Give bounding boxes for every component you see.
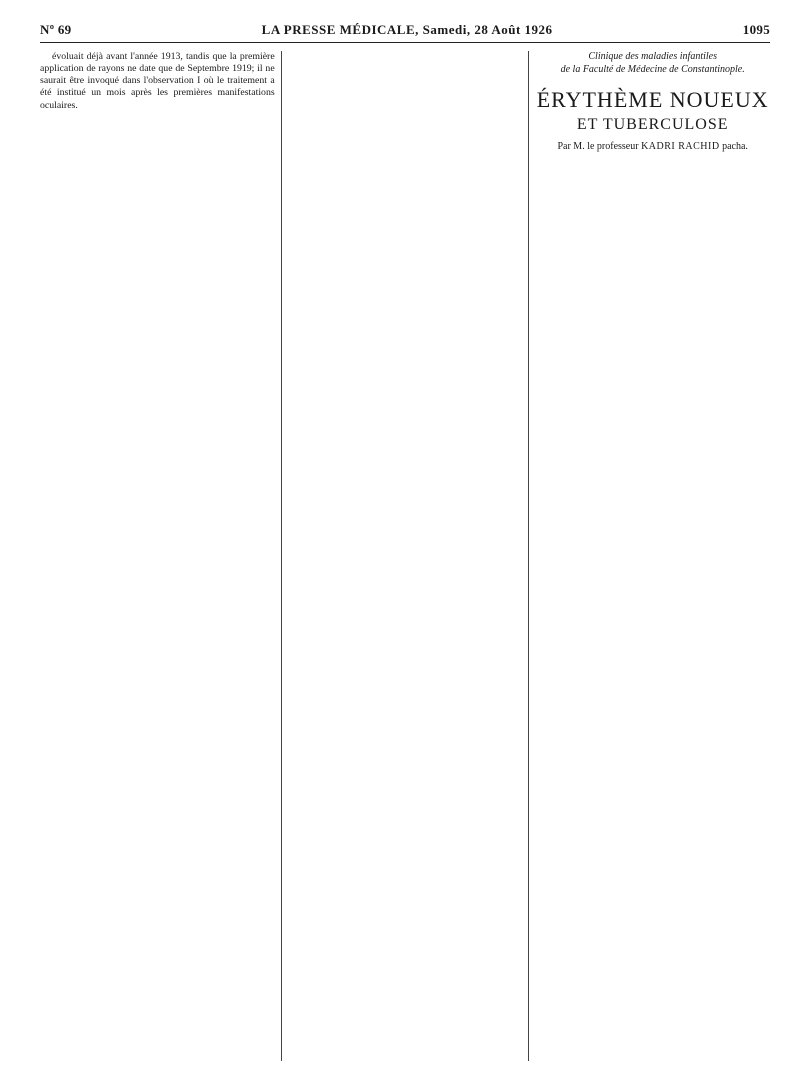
institution-line: de la Faculté de Médecine de Constantinople. (560, 63, 745, 75)
column-3 (535, 51, 770, 1061)
paragraph: évoluait déjà avant l'année 1913, tandis que la première application de rayons ne date que de Septembre 1919; il ne saurait être invoqué dans l'observation I où le traitement a été institué un mois après les premières manifestations oculaires. (40, 51, 275, 111)
journal-title-date: LA PRESSE MÉDICALE, Samedi, 28 Août 1926 (261, 22, 553, 37)
running-head (40, 22, 770, 43)
article-subtitle: ET TUBERCULOSE (576, 116, 729, 134)
author-name: KADRI RACHID (641, 141, 720, 153)
author-prefix: Par M. le professeur (557, 141, 639, 153)
author-line (535, 141, 770, 153)
column-2 (288, 51, 523, 1061)
text-columns (40, 51, 770, 1061)
article-title: ÉRYTHÈME NOUEUX (536, 87, 769, 112)
author-suffix: pacha. (722, 141, 748, 153)
column-divider (281, 51, 282, 1061)
column-1 (40, 51, 275, 1061)
institution (535, 51, 770, 76)
page-number: 1095 (742, 22, 770, 37)
column-divider (528, 51, 529, 1061)
issue-number: Nº 69 (40, 22, 72, 37)
institution-line: Clinique des maladies infantiles (588, 51, 717, 62)
page (40, 22, 770, 1062)
